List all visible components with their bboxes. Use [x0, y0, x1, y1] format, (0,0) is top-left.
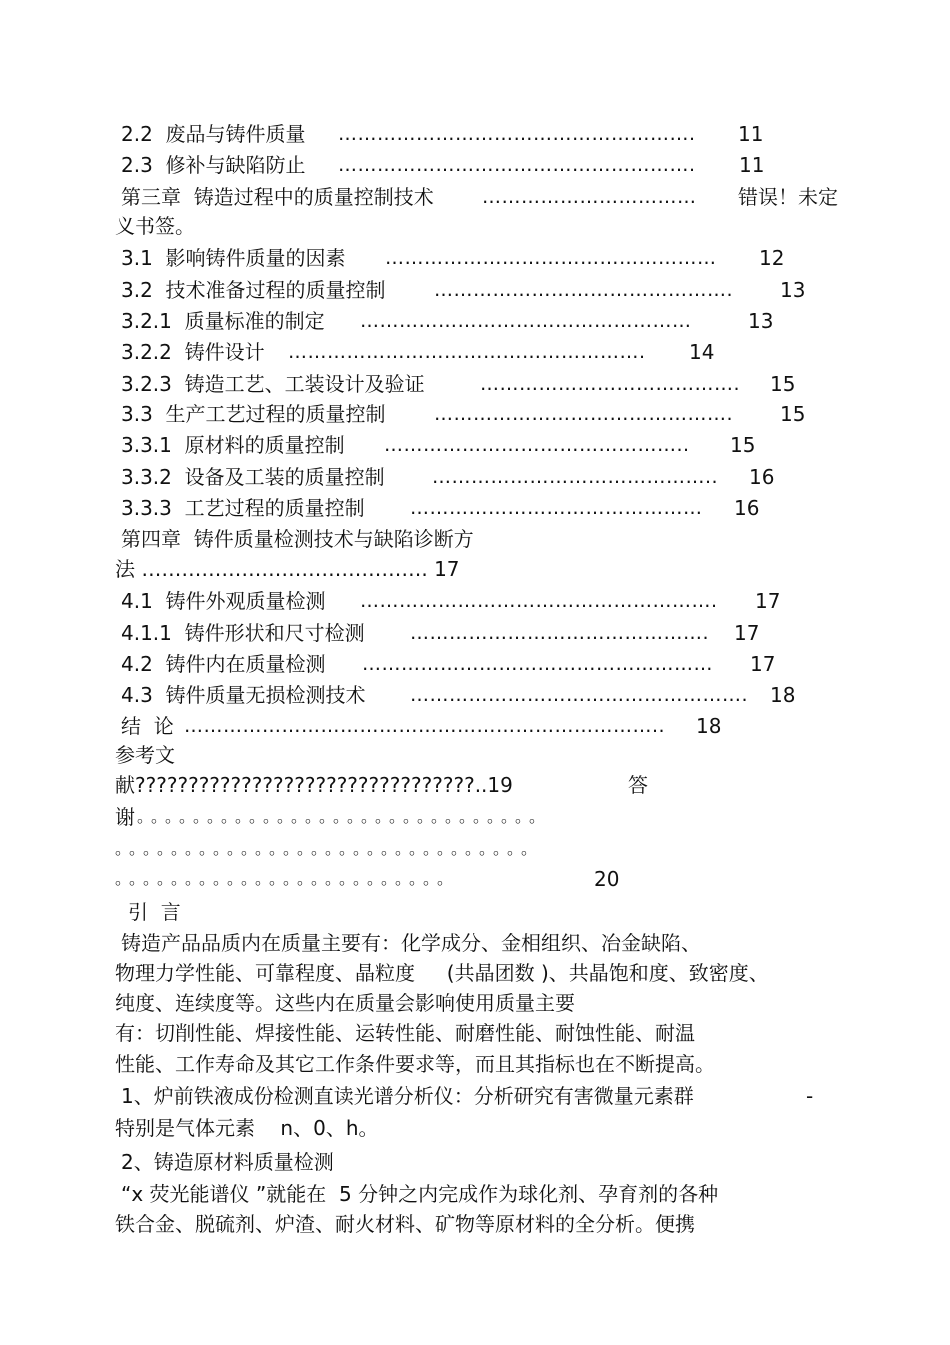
list-item: 2、铸造原材料质量检测	[121, 1150, 334, 1174]
toc-ack-head: 答	[628, 773, 648, 797]
toc-page: 15	[780, 402, 806, 426]
toc-title: 第三章 铸造过程中的质量控制技术	[121, 185, 434, 209]
toc-dots: ………………………………………	[410, 497, 703, 519]
toc-title-continued: 义书签。	[115, 214, 195, 238]
toc-title: 参考文	[115, 743, 175, 767]
toc-leader-circles: 。。。。。。。。。。。。。。。。。。。。。。。。	[115, 869, 460, 888]
toc-title: 4.1.1 铸件形状和尺寸检测	[121, 621, 365, 645]
toc-page: 17	[755, 589, 781, 613]
toc-title: 4.2 铸件内在质量检测	[121, 652, 326, 676]
paragraph-line: 铁合金、脱硫剂、炉渣、耐火材料、矿物等原材料的全分析。便携	[115, 1212, 695, 1236]
toc-dots: ……………………………………….	[410, 622, 710, 644]
toc-dots: ……………………………………..	[432, 466, 719, 488]
toc-title: 3.2.3 铸造工艺、工装设计及验证	[121, 372, 425, 396]
paragraph-line: 性能、工作寿命及其它工作条件要求等，而且其指标也在不断提高。	[115, 1052, 715, 1076]
toc-page: 15	[770, 372, 796, 396]
toc-page: 16	[749, 465, 775, 489]
toc-page: 17	[750, 652, 776, 676]
toc-dots: ……………………………………………	[385, 247, 717, 269]
toc-title: 3.3.1 原材料的质量控制	[121, 433, 345, 457]
list-item: 1、炉前铁液成份检测直读光谱分析仪：分析研究有害微量元素群	[121, 1084, 694, 1108]
paragraph-line: 有：切削性能、焊接性能、运转性能、耐磨性能、耐蚀性能、耐温	[115, 1021, 695, 1045]
paragraph-line: 纯度、连续度等。这些内在质量会影响使用质量主要	[115, 991, 575, 1015]
toc-page: 错误！未定	[738, 185, 838, 209]
toc-dots: ……………………………………………….	[360, 590, 718, 612]
toc-dots: ……………………………	[482, 186, 697, 208]
toc-title: 3.3 生产工艺过程的质量控制	[121, 402, 386, 426]
toc-page: 18	[770, 683, 796, 707]
toc-page: 11	[739, 153, 765, 177]
toc-title: 结 论	[121, 714, 174, 738]
toc-page: 14	[689, 340, 715, 364]
toc-page: 16	[734, 496, 760, 520]
paragraph-line: 物理力学性能、可靠程度、晶粒度 (共晶团数 )、共晶饱和度、致密度、	[115, 961, 769, 985]
toc-dots: ………………………………………………	[362, 653, 713, 675]
toc-page: 13	[748, 309, 774, 333]
toc-title: 3.2.2 铸件设计	[121, 340, 265, 364]
toc-title: 4.3 铸件质量无损检测技术	[121, 683, 366, 707]
paragraph-line: “x 荧光能谱仪 ”就能在 5 分钟之内完成作为球化剂、孕育剂的各种	[121, 1182, 719, 1206]
toc-dots: ……………………………………….	[434, 403, 734, 425]
toc-page: 17	[734, 621, 760, 645]
toc-dots: ……………………………………………….	[338, 154, 696, 176]
toc-title-continued: 献????????????????????????????????..19	[115, 773, 513, 797]
toc-dots: ……………………………………………….	[288, 341, 646, 363]
toc-page: 11	[738, 122, 764, 146]
toc-dots: …………………………………………….	[410, 684, 749, 706]
toc-dots: ……………………………………………	[360, 310, 692, 332]
toc-title: 3.2.1 质量标准的制定	[121, 309, 325, 333]
toc-page: 15	[730, 433, 756, 457]
toc-page: 12	[759, 246, 785, 270]
toc-dots: ……………………………………….	[434, 279, 734, 301]
toc-title: 3.2 技术准备过程的质量控制	[121, 278, 386, 302]
toc-title: 2.3 修补与缺陷防止	[121, 153, 306, 177]
paragraph-line: 铸造产品品质内在质量主要有：化学成分、金相组织、冶金缺陷、	[121, 931, 701, 955]
toc-page: 20	[594, 867, 620, 891]
toc-dots: ……………………………………………….	[338, 123, 696, 145]
toc-leader-circles: 。。。。。。。。。。。。。。。。。。。。。。。。。。。。。。	[115, 839, 544, 858]
toc-page: 13	[780, 278, 806, 302]
toc-leader-circles: 。。。。。。。。。。。。。。。。。。。。。。。。。。。。。	[137, 807, 552, 826]
toc-dots: ………………………………….	[480, 373, 741, 395]
toc-title: 3.3.3 工艺过程的质量控制	[121, 496, 365, 520]
list-item-continued: 特别是气体元素 n、0、h。	[115, 1116, 379, 1140]
toc-title: 谢	[115, 805, 135, 829]
toc-title: 2.2 废品与铸件质量	[121, 122, 306, 146]
toc-title: 第四章 铸件质量检测技术与缺陷诊断方	[121, 527, 474, 551]
toc-dots: ………………………………………..	[384, 434, 690, 456]
list-item-dash: -	[806, 1084, 814, 1108]
toc-title: 3.1 影响铸件质量的因素	[121, 246, 346, 270]
toc-title: 4.1 铸件外观质量检测	[121, 589, 326, 613]
toc-dots: ………………………………………………………………..	[184, 715, 666, 737]
toc-title: 3.3.2 设备及工装的质量控制	[121, 465, 385, 489]
section-heading: 引 言	[128, 900, 181, 924]
toc-title-continued: 法 ……………………………………. 17	[115, 557, 460, 581]
toc-page: 18	[696, 714, 722, 738]
